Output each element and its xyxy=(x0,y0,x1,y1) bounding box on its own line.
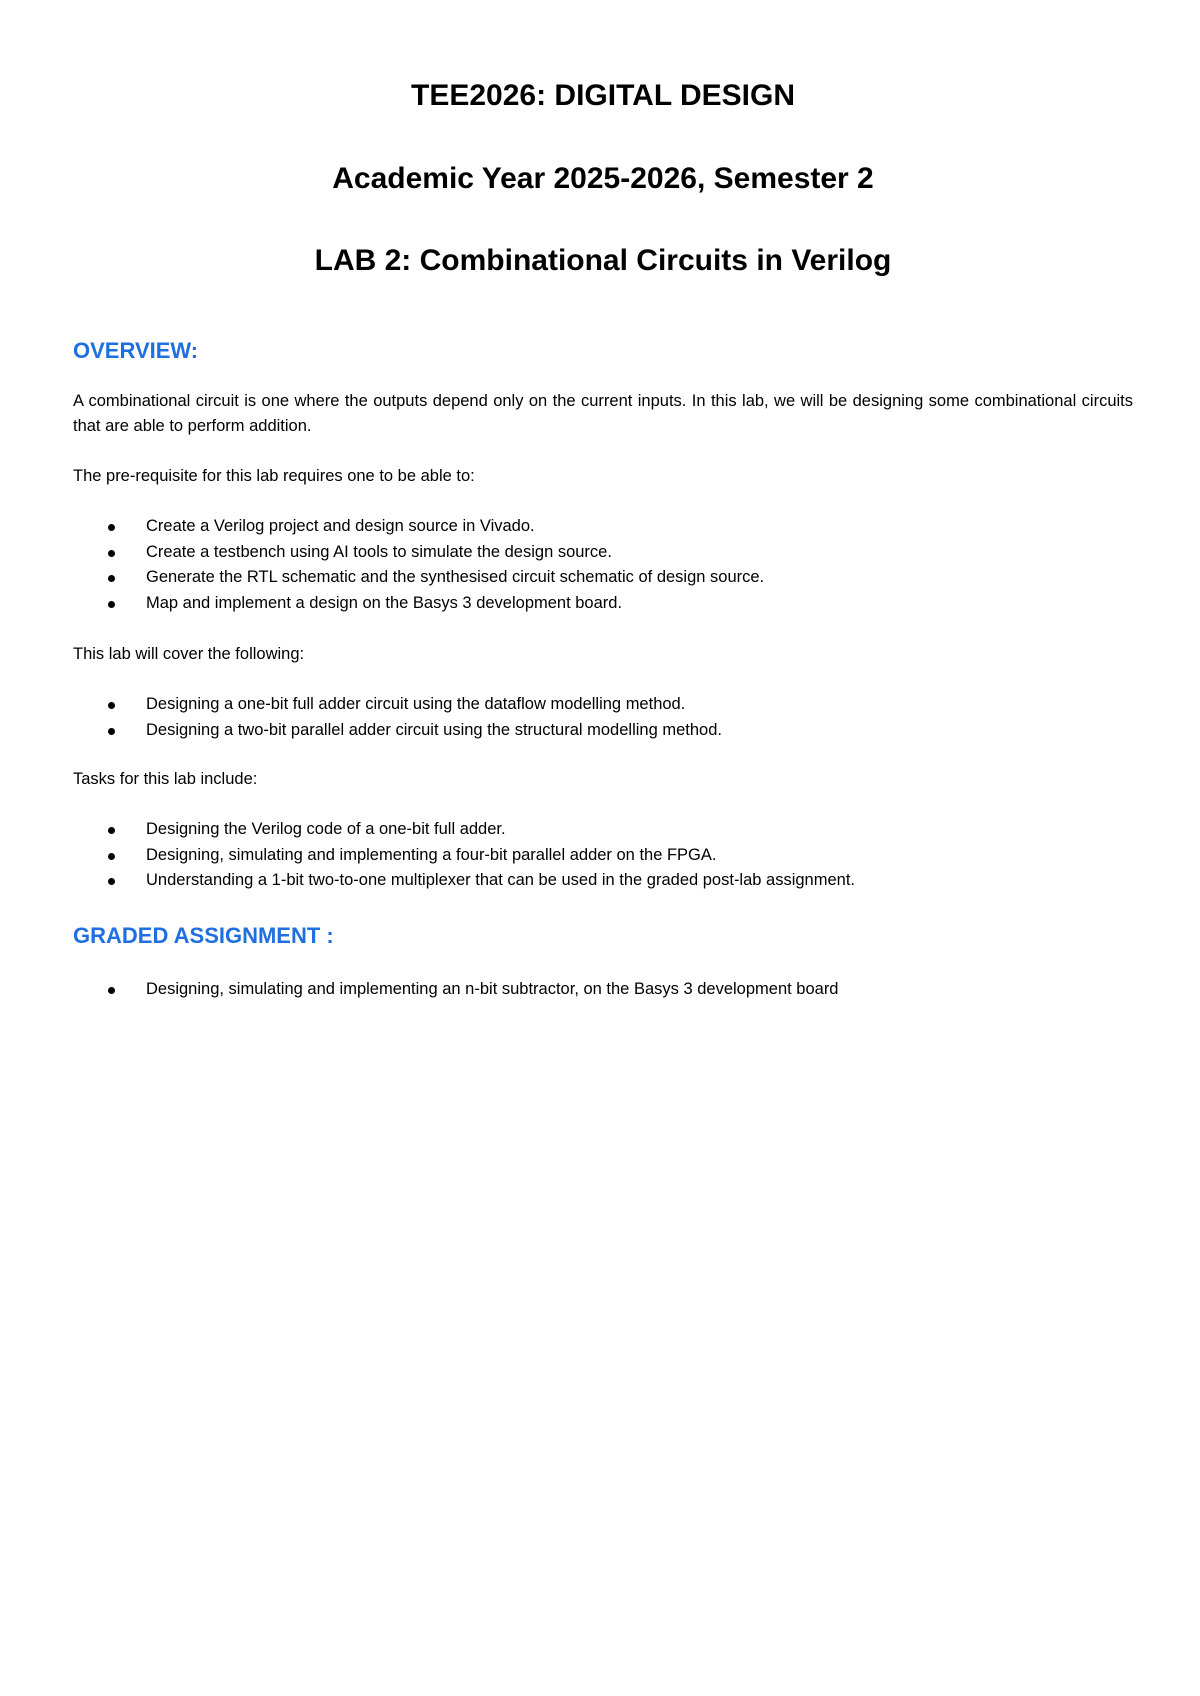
overview-heading: OVERVIEW: xyxy=(73,338,199,363)
list-item-text: Create a testbench using AI tools to simulate the design source. xyxy=(146,542,612,561)
list-item xyxy=(73,817,1133,843)
list-item xyxy=(73,843,1133,869)
bullet-icon xyxy=(108,550,115,557)
list-item xyxy=(73,540,1133,566)
list-item-text: Map and implement a design on the Basys 3 development board. xyxy=(146,593,623,612)
list-item-text: Designing, simulating and implementing a four-bit parallel adder on the FPGA. xyxy=(146,845,717,864)
tasks-label: Tasks for this lab include: xyxy=(73,770,258,788)
prereq-list xyxy=(73,514,1133,616)
course-title: TEE2026: DIGITAL DESIGN xyxy=(411,79,795,112)
bullet-icon xyxy=(108,853,115,860)
list-item xyxy=(73,565,1133,591)
overview-intro: A combinational circuit is one where the outputs depend only on the current inputs. In this lab, we will be designing some combinational circuits that are able to perform addition. xyxy=(73,392,1133,435)
bullet-icon xyxy=(108,987,115,994)
bullet-icon xyxy=(108,702,115,709)
graded-assignment-heading: GRADED ASSIGNMENT : xyxy=(73,923,334,948)
list-item xyxy=(73,977,1133,1003)
bullet-icon xyxy=(108,827,115,834)
graded-list xyxy=(73,977,1133,1003)
bullet-icon xyxy=(108,575,115,582)
cover-label: This lab will cover the following: xyxy=(73,645,305,663)
tasks-list xyxy=(73,817,1133,894)
list-item xyxy=(73,514,1133,540)
academic-year: Academic Year 2025-2026, Semester 2 xyxy=(332,162,874,195)
list-item-text: Designing the Verilog code of a one-bit full adder. xyxy=(146,820,506,838)
cover-list xyxy=(73,692,1133,743)
prereq-label: The pre-requisite for this lab requires one to be able to: xyxy=(73,467,475,485)
list-item-text: Generate the RTL schematic and the synthesised circuit schematic of design source. xyxy=(146,568,765,586)
list-item-text: Understanding a 1-bit two-to-one multiplexer that can be used in the graded post-lab assignment. xyxy=(146,871,856,889)
list-item-text: Designing a one-bit full adder circuit using the dataflow modelling method. xyxy=(146,695,686,713)
bullet-icon xyxy=(108,601,115,608)
list-item-text: Designing a two-bit parallel adder circuit using the structural modelling method. xyxy=(146,720,722,739)
list-item xyxy=(73,692,1133,718)
bullet-icon xyxy=(108,878,115,885)
bullet-icon xyxy=(108,524,115,531)
lab-title: LAB 2: Combinational Circuits in Verilog xyxy=(314,244,892,277)
list-item-text: Designing, simulating and implementing an n-bit subtractor, on the Basys 3 development board xyxy=(146,980,839,998)
list-item xyxy=(73,591,1133,617)
list-item xyxy=(73,868,1133,894)
list-item-text: Create a Verilog project and design source in Vivado. xyxy=(146,517,535,535)
bullet-icon xyxy=(108,728,115,735)
list-item xyxy=(73,718,1133,744)
